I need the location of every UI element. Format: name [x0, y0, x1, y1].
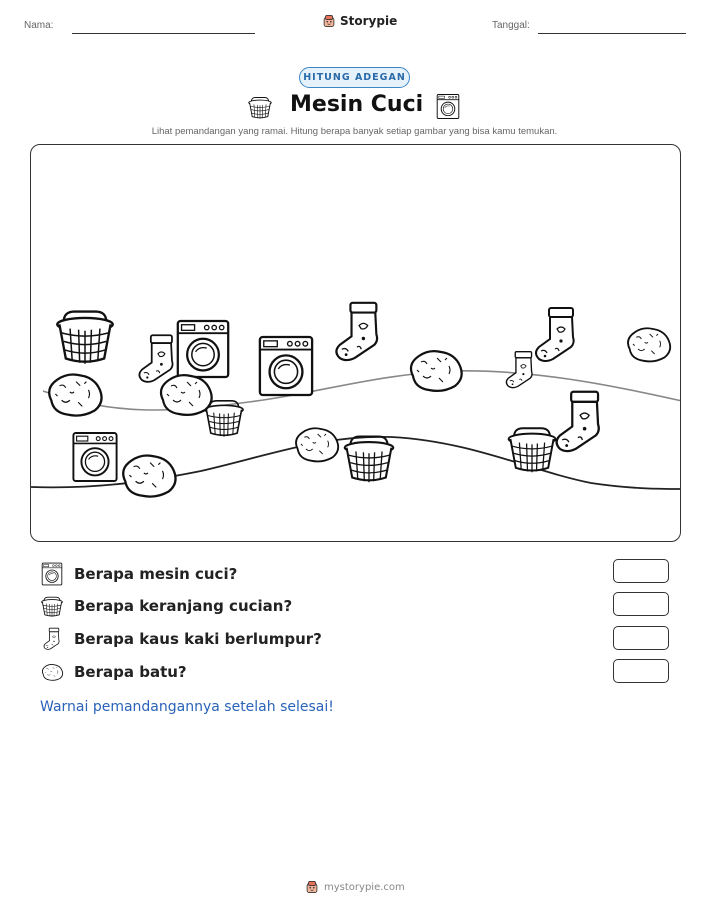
question-laundry-baskets: [40, 594, 292, 618]
answer-box-washing-machines[interactable]: [613, 559, 669, 583]
washing-machine-3: [73, 433, 116, 481]
rock-icon: [40, 660, 64, 684]
date-field[interactable]: [538, 33, 686, 34]
question-rocks: [40, 660, 187, 684]
question-washing-machines: [40, 562, 237, 586]
answer-box-rocks[interactable]: [613, 659, 669, 683]
rock-6: [123, 455, 175, 496]
answer-box-laundry-baskets[interactable]: [613, 592, 669, 616]
instructions: Lihat pemandangan yang ramai. Hitung berapa banyak setiap gambar yang bisa kamu temukan.: [151, 126, 558, 137]
question-text: Berapa batu?: [74, 663, 187, 681]
laundry-basket-2: [205, 401, 243, 437]
washing-machine-icon: [40, 562, 64, 586]
washing-machine-1: [178, 321, 228, 377]
muddy-sock-5: [557, 392, 599, 451]
name-label: Nama:: [24, 20, 54, 31]
laundry-basket-4: [509, 428, 556, 472]
counting-scene[interactable]: [30, 144, 681, 542]
laundry-basket-1: [57, 312, 112, 364]
brand-name: Storypie: [340, 14, 398, 28]
laundry-basket-icon: [245, 94, 275, 120]
storypie-logo-icon: [305, 879, 319, 895]
rock-1: [49, 374, 101, 415]
washing-machine-2: [260, 337, 312, 395]
storypie-logo-icon: [322, 13, 336, 29]
footer: [305, 879, 405, 895]
coloring-note: Warnai pemandangannya setelah selesai!: [40, 699, 334, 715]
rock-3: [411, 351, 462, 391]
page-title: Mesin Cuci: [290, 92, 424, 117]
muddy-sock-2: [336, 303, 377, 360]
rock-4: [628, 328, 670, 361]
footer-url: mystorypie.com: [324, 881, 405, 893]
answer-box-muddy-socks[interactable]: [613, 626, 669, 650]
name-field[interactable]: [72, 33, 255, 34]
question-text: Berapa kaus kaki berlumpur?: [74, 630, 322, 648]
muddy-sock-4: [536, 308, 574, 361]
brand-logo: [322, 13, 397, 29]
laundry-basket-3: [345, 436, 394, 482]
scene-illustration: [31, 145, 681, 542]
muddy-sock-3: [506, 352, 532, 388]
muddy-sock-1: [139, 335, 172, 382]
laundry-basket-icon: [40, 594, 64, 618]
question-muddy-socks: [40, 627, 322, 651]
date-label: Tanggal:: [492, 20, 530, 31]
rock-2: [161, 375, 212, 415]
activity-badge: HITUNG ADEGAN: [299, 67, 410, 88]
question-text: Berapa mesin cuci?: [74, 565, 238, 583]
question-text: Berapa keranjang cucian?: [74, 597, 293, 615]
muddy-sock-icon: [40, 627, 64, 651]
washing-machine-icon: [436, 92, 460, 121]
rock-5: [296, 428, 338, 461]
